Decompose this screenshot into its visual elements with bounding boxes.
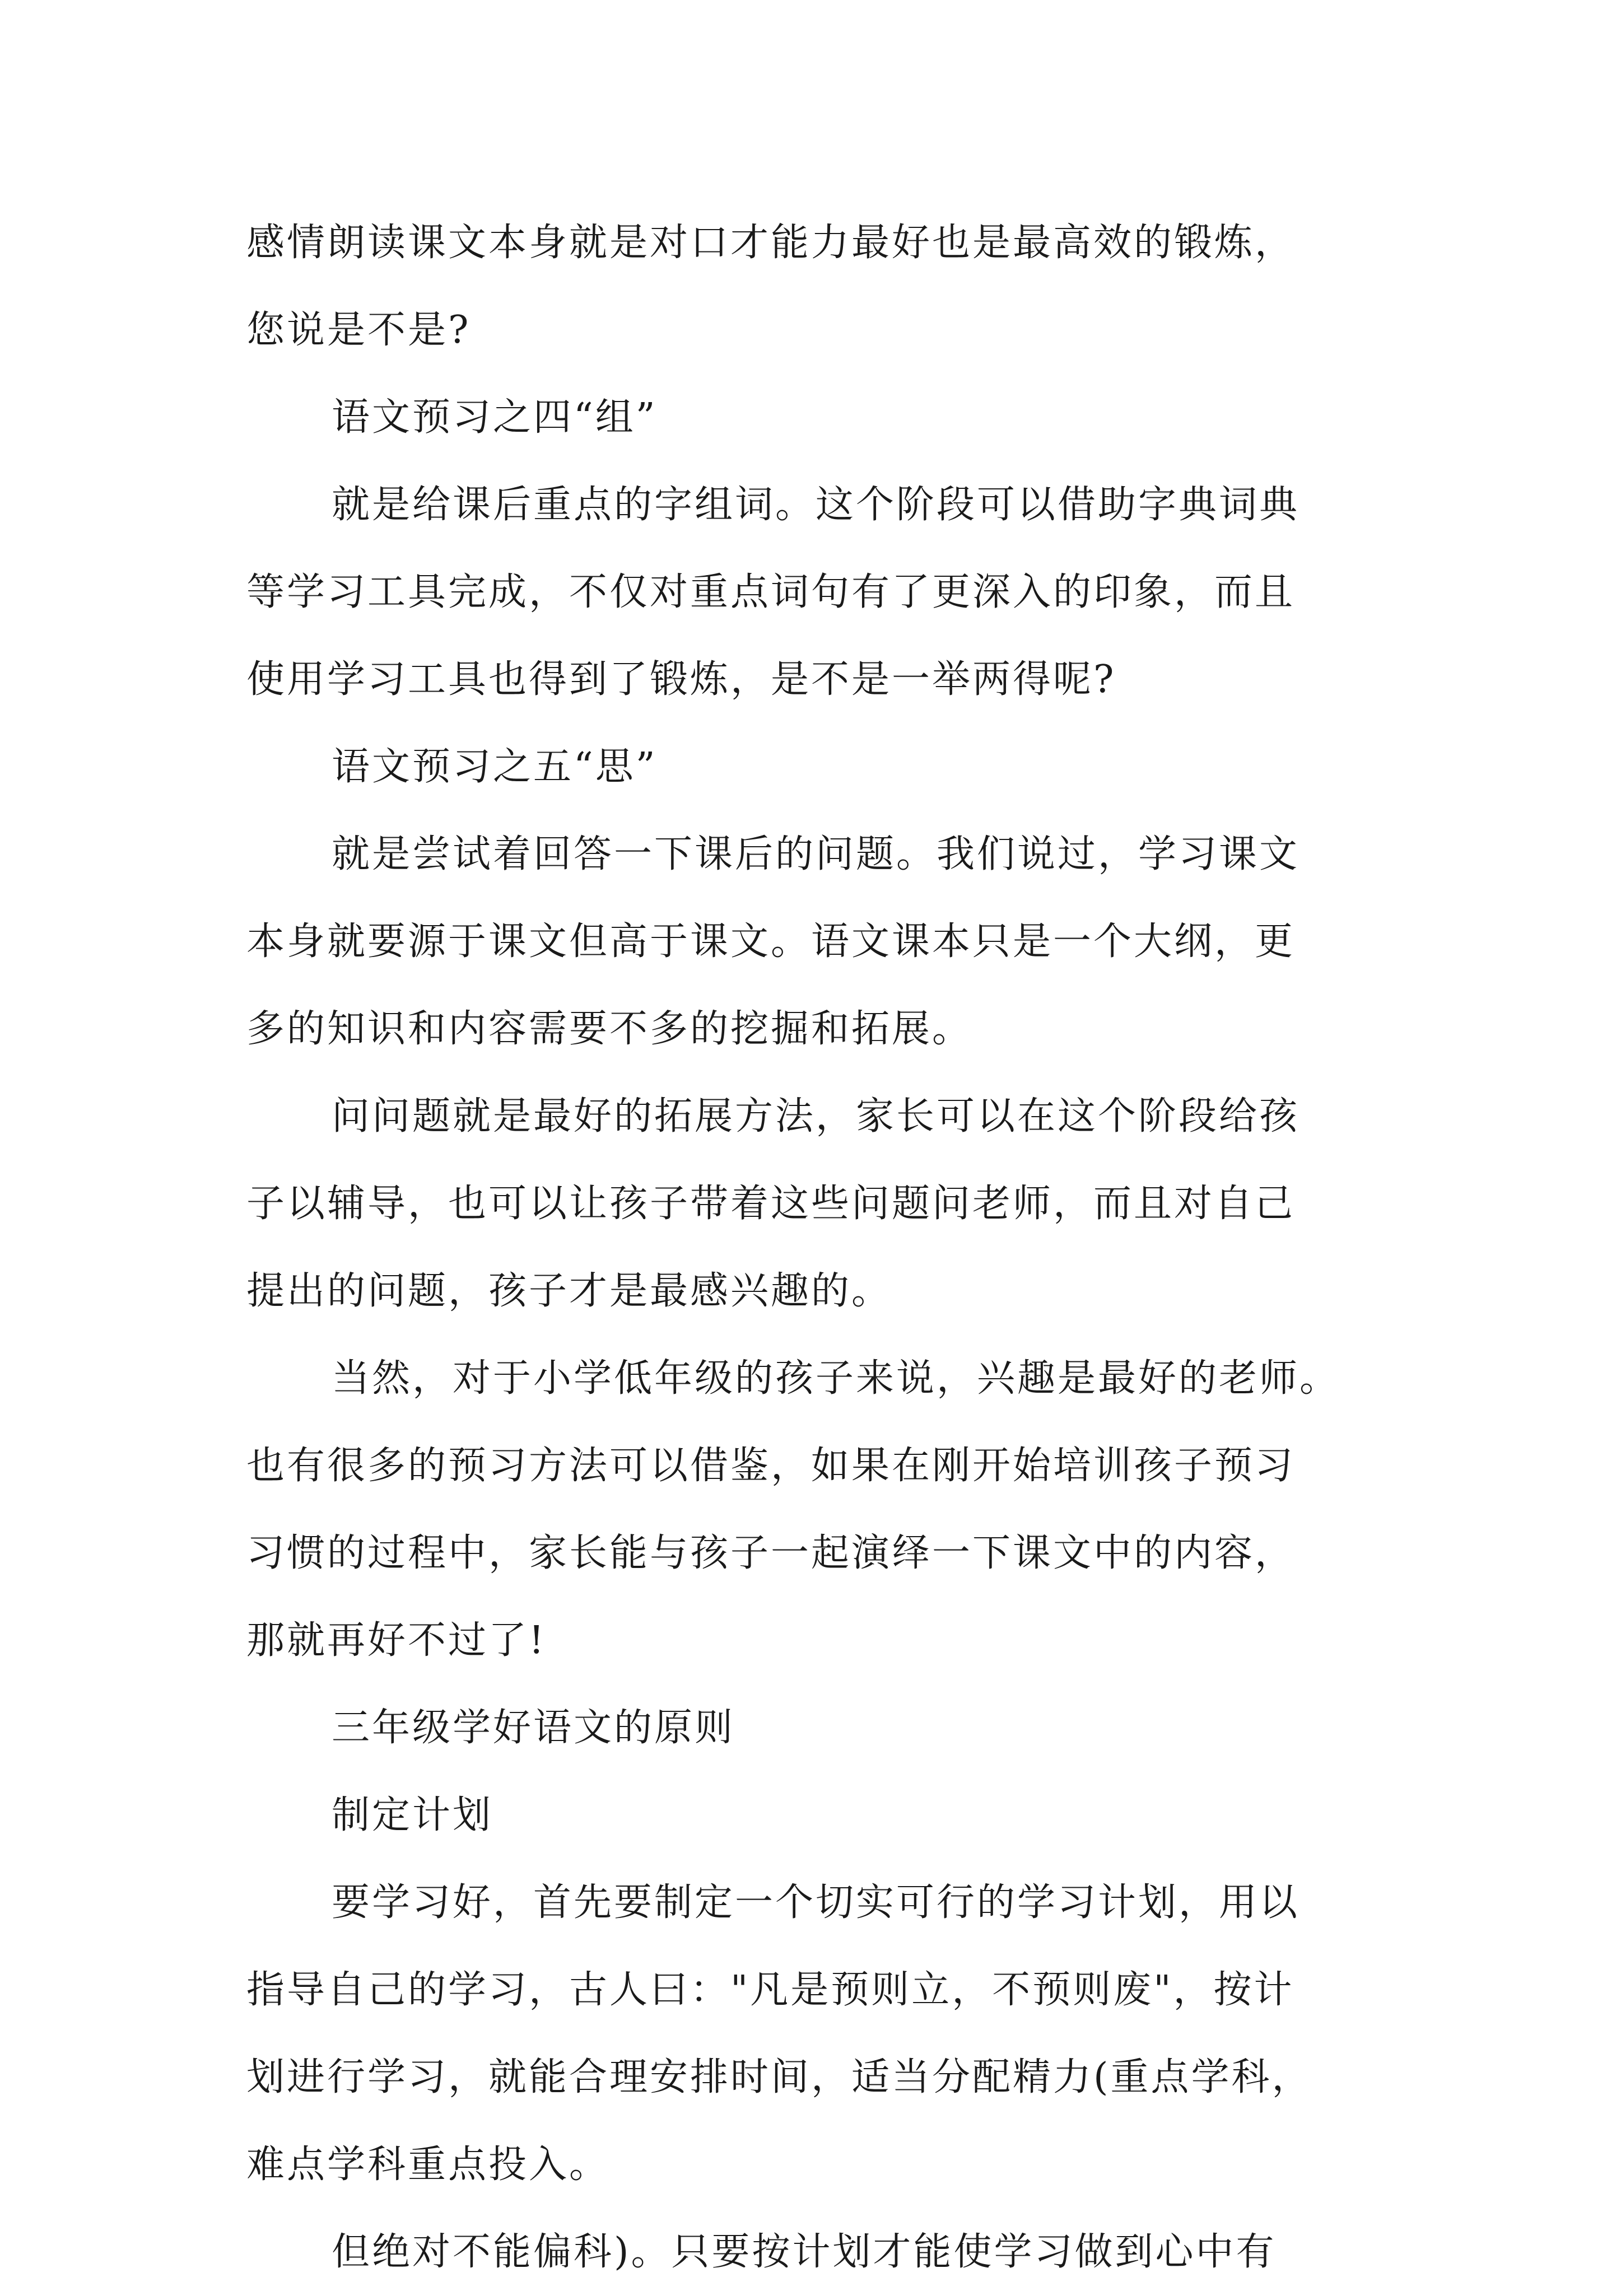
document-body	[246, 199, 1384, 2296]
section-heading: 三年级学好语文的原则	[332, 1706, 735, 1750]
section-heading: 语文预习之五“思”	[332, 745, 658, 789]
text-line: 子以辅导，也可以让孩子带着这些问题问老师，而且对自己	[246, 1182, 1296, 1226]
text-line: 也有很多的预习方法可以借鉴，如果在刚开始培训孩子预习	[246, 1444, 1296, 1488]
text-line: 那就再好不过了!	[246, 1618, 547, 1663]
text-line: 要学习好，首先要制定一个切实可行的学习计划，用以	[332, 1880, 1300, 1925]
text-line: 就是尝试着回答一下课后的问题。我们说过，学习课文	[332, 832, 1300, 876]
section-heading: 制定计划	[332, 1793, 493, 1837]
text-line: 感情朗读课文本身就是对口才能力最好也是最高效的锻炼，	[246, 221, 1296, 265]
text-line: 使用学习工具也得到了锻炼，是不是一举两得呢?	[246, 657, 1116, 702]
text-line: 本身就要源于课文但高于课文。语文课本只是一个大纲，更	[246, 920, 1296, 964]
text-line: 难点学科重点投入。	[246, 2143, 610, 2187]
text-line: 当然，对于小学低年级的孩子来说，兴趣是最好的老师。	[332, 1356, 1340, 1401]
text-line: 习惯的过程中，家长能与孩子一起演绎一下课文中的内容，	[246, 1531, 1296, 1575]
text-line: 划进行学习，就能合理安排时间，适当分配精力(重点学科，	[246, 2055, 1312, 2099]
text-line: 指导自己的学习，古人曰："凡是预则立，不预则废"，按计	[246, 1968, 1294, 2012]
text-line: 问问题就是最好的拓展方法，家长可以在这个阶段给孩	[332, 1094, 1300, 1138]
section-heading: 语文预习之四“组”	[332, 395, 658, 440]
text-line: 您说是不是?	[246, 308, 471, 352]
text-line: 等学习工具完成，不仅对重点词句有了更深入的印象，而且	[246, 570, 1296, 614]
text-line: 提出的问题，孩子才是最感兴趣的。	[246, 1269, 892, 1313]
text-line: 但绝对不能偏科)。只要按计划才能使学习做到心中有	[332, 2230, 1277, 2274]
text-line: 多的知识和内容需要不多的挖掘和拓展。	[246, 1007, 973, 1051]
text-line: 就是给课后重点的字组词。这个阶段可以借助字典词典	[332, 483, 1300, 527]
